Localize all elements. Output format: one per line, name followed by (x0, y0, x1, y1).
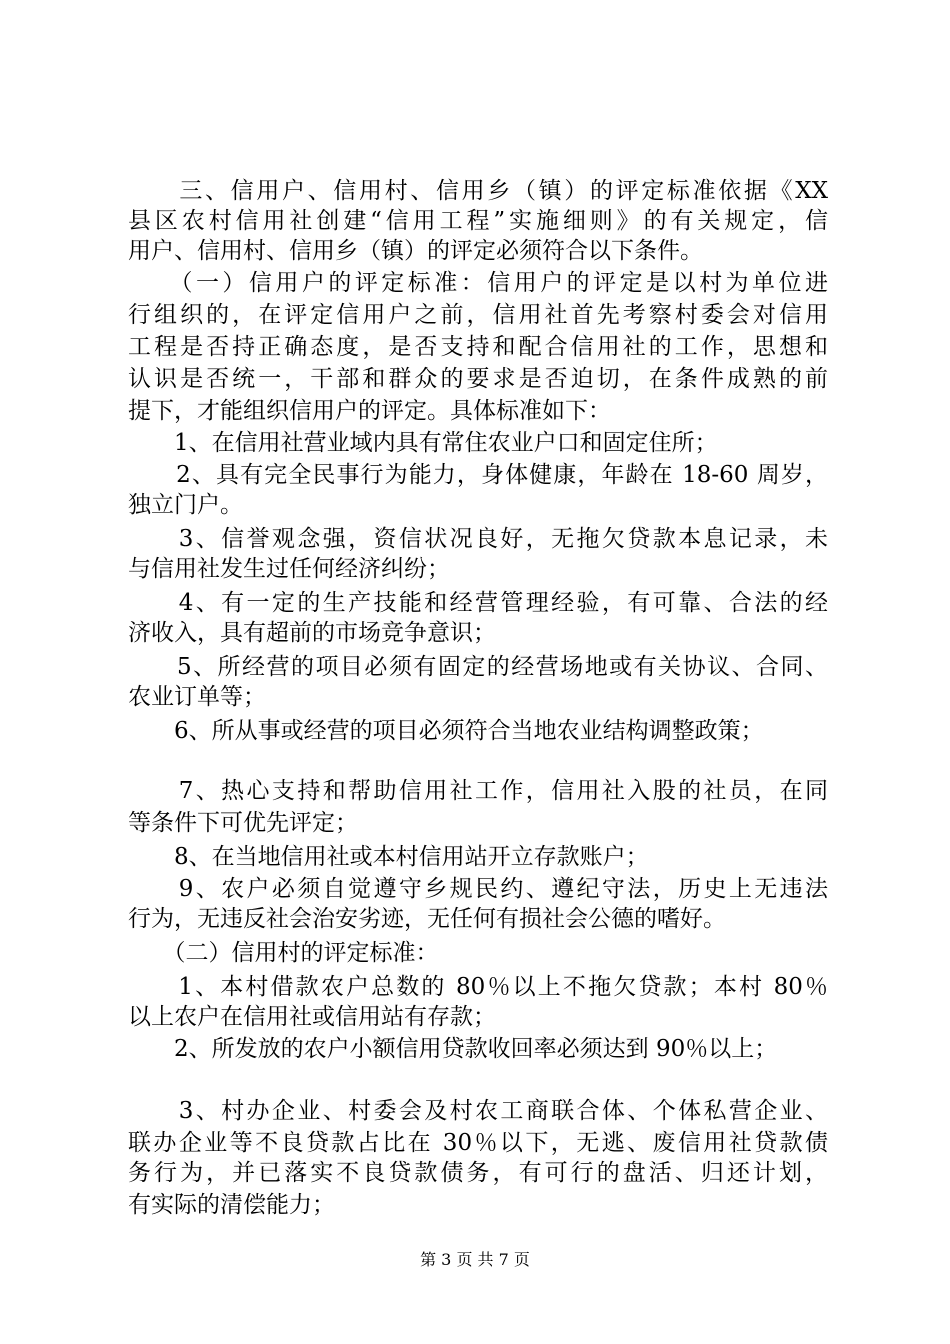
paragraph-line: 务行为，并已落实不良贷款债务，有可行的盘活、归还计划， (128, 1160, 828, 1186)
paragraph-line: 工程是否持正确态度，是否支持和配合信用社的工作，思想和 (128, 334, 828, 360)
paragraph-line: 5、所经营的项目必须有固定的经营场地或有关协议、合同、 (128, 654, 828, 680)
paragraph-line: 独立门户。 (128, 492, 243, 518)
paragraph-line: 有实际的清偿能力； (128, 1192, 335, 1218)
paragraph-line: 济收入，具有超前的市场竞争意识； (128, 620, 496, 646)
paragraph-line: 3、村办企业、村委会及村农工商联合体、个体私营企业、 (128, 1098, 828, 1124)
paragraph-line: 用户、信用村、信用乡（镇）的评定必须符合以下条件。 (128, 238, 703, 264)
paragraph-line: 行为，无违反社会治安劣迹，无任何有损社会公德的嗜好。 (128, 906, 726, 932)
paragraph-line: 认识是否统一，干部和群众的要求是否迫切，在条件成熟的前 (128, 366, 828, 392)
paragraph-line: 等条件下可优先评定； (128, 810, 358, 836)
paragraph-line: 7、热心支持和帮助信用社工作，信用社入股的社员，在同 (128, 778, 828, 804)
paragraph-line: 2、具有完全民事行为能力，身体健康，年龄在 18-60 周岁， (128, 462, 828, 488)
paragraph-line: 1、在信用社营业域内具有常住农业户口和固定住所； (128, 430, 718, 456)
paragraph-line: 3、信誉观念强，资信状况良好，无拖欠贷款本息记录，未 (128, 526, 828, 552)
page-number-footer: 第 3 页 共 7 页 (420, 1250, 530, 1269)
paragraph-line: 三、信用户、信用村、信用乡（镇）的评定标准依据《XX (128, 178, 828, 204)
paragraph-line: 1、本村借款农户总数的 80％以上不拖欠贷款；本村 80％ (128, 974, 828, 1000)
paragraph-line: 与信用社发生过任何经济纠纷； (128, 556, 450, 582)
paragraph-line: 4、有一定的生产技能和经营管理经验，有可靠、合法的经 (128, 590, 828, 616)
paragraph-line: 联办企业等不良贷款占比在 30％以下，无逃、废信用社贷款债 (128, 1130, 828, 1156)
paragraph-line: 农业订单等； (128, 684, 266, 710)
paragraph-line: （二）信用村的评定标准： (128, 940, 439, 966)
paragraph-line: 9、农户必须自觉遵守乡规民约、遵纪守法，历史上无违法 (128, 876, 828, 902)
paragraph-line: 8、在当地信用社或本村信用站开立存款账户； (128, 844, 649, 870)
paragraph-line: 县区农村信用社创建“信用工程”实施细则》的有关规定，信 (128, 208, 828, 234)
paragraph-line: 6、所从事或经营的项目必须符合当地农业结构调整政策； (128, 718, 764, 744)
paragraph-line: 以上农户在信用社或信用站有存款； (128, 1004, 496, 1030)
paragraph-line: 行组织的，在评定信用户之前，信用社首先考察村委会对信用 (128, 302, 828, 328)
paragraph-line: 2、所发放的农户小额信用贷款收回率必须达到 90％以上； (128, 1036, 778, 1062)
paragraph-line: （一）信用户的评定标准：信用户的评定是以村为单位进 (128, 270, 828, 296)
paragraph-line: 提下，才能组织信用户的评定。具体标准如下： (128, 398, 611, 424)
